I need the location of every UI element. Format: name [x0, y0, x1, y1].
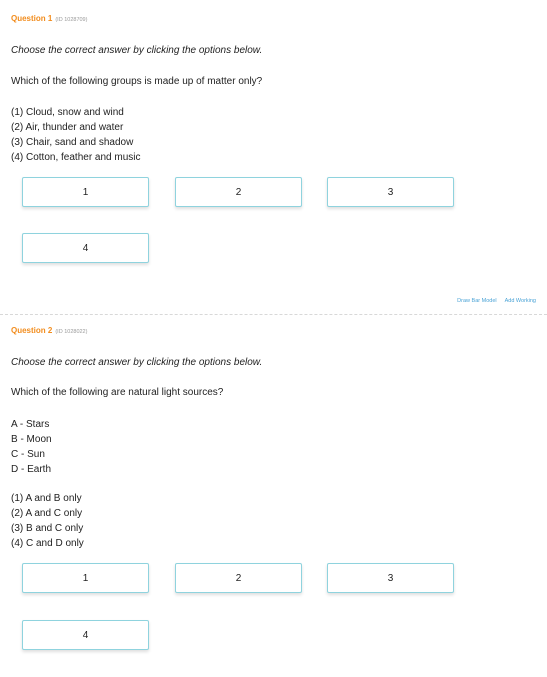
question-id: (ID 1028709) — [55, 17, 88, 23]
answer-choices — [11, 105, 141, 165]
instruction-text: Choose the correct answer by clicking the options below. — [11, 357, 263, 368]
question-number: Question 2 — [11, 326, 53, 335]
instruction-text: Choose the correct answer by clicking the options below. — [11, 45, 263, 56]
choice-text: (2) A and C only — [11, 508, 83, 519]
question-prompt: Which of the following are natural light sources? — [11, 387, 224, 398]
question-prompt: Which of the following groups is made up of matter only? — [11, 76, 263, 87]
working-toolbar — [449, 298, 536, 304]
statement-list — [11, 417, 52, 477]
statement-text: B - Moon — [11, 434, 52, 445]
choice-text: (1) Cloud, snow and wind — [11, 107, 124, 118]
statement-text: A - Stars — [11, 419, 50, 430]
choice-text: (3) B and C only — [11, 523, 84, 534]
option-button-2[interactable]: 2 — [175, 177, 302, 207]
option-button-1[interactable]: 1 — [22, 563, 149, 593]
question-header — [11, 326, 87, 335]
option-button-4[interactable]: 4 — [22, 233, 149, 263]
option-button-4[interactable]: 4 — [22, 620, 149, 650]
choice-text: (4) Cotton, feather and music — [11, 152, 141, 163]
option-button-3[interactable]: 3 — [327, 177, 454, 207]
choice-text: (2) Air, thunder and water — [11, 122, 124, 133]
choice-text: (3) Chair, sand and shadow — [11, 137, 134, 148]
choice-text: (1) A and B only — [11, 493, 82, 504]
question-header — [11, 14, 87, 23]
statement-text: D - Earth — [11, 464, 52, 475]
option-button-1[interactable]: 1 — [22, 177, 149, 207]
option-button-2[interactable]: 2 — [175, 563, 302, 593]
draw-bar-model-link[interactable]: Draw Bar Model — [457, 298, 497, 304]
add-working-link[interactable]: Add Working — [504, 298, 536, 304]
option-button-3[interactable]: 3 — [327, 563, 454, 593]
choice-text: (4) C and D only — [11, 538, 84, 549]
question-divider — [0, 314, 547, 315]
question-id: (ID 1028022) — [55, 329, 88, 335]
question-number: Question 1 — [11, 14, 53, 23]
statement-text: C - Sun — [11, 449, 45, 460]
answer-choices — [11, 491, 84, 551]
